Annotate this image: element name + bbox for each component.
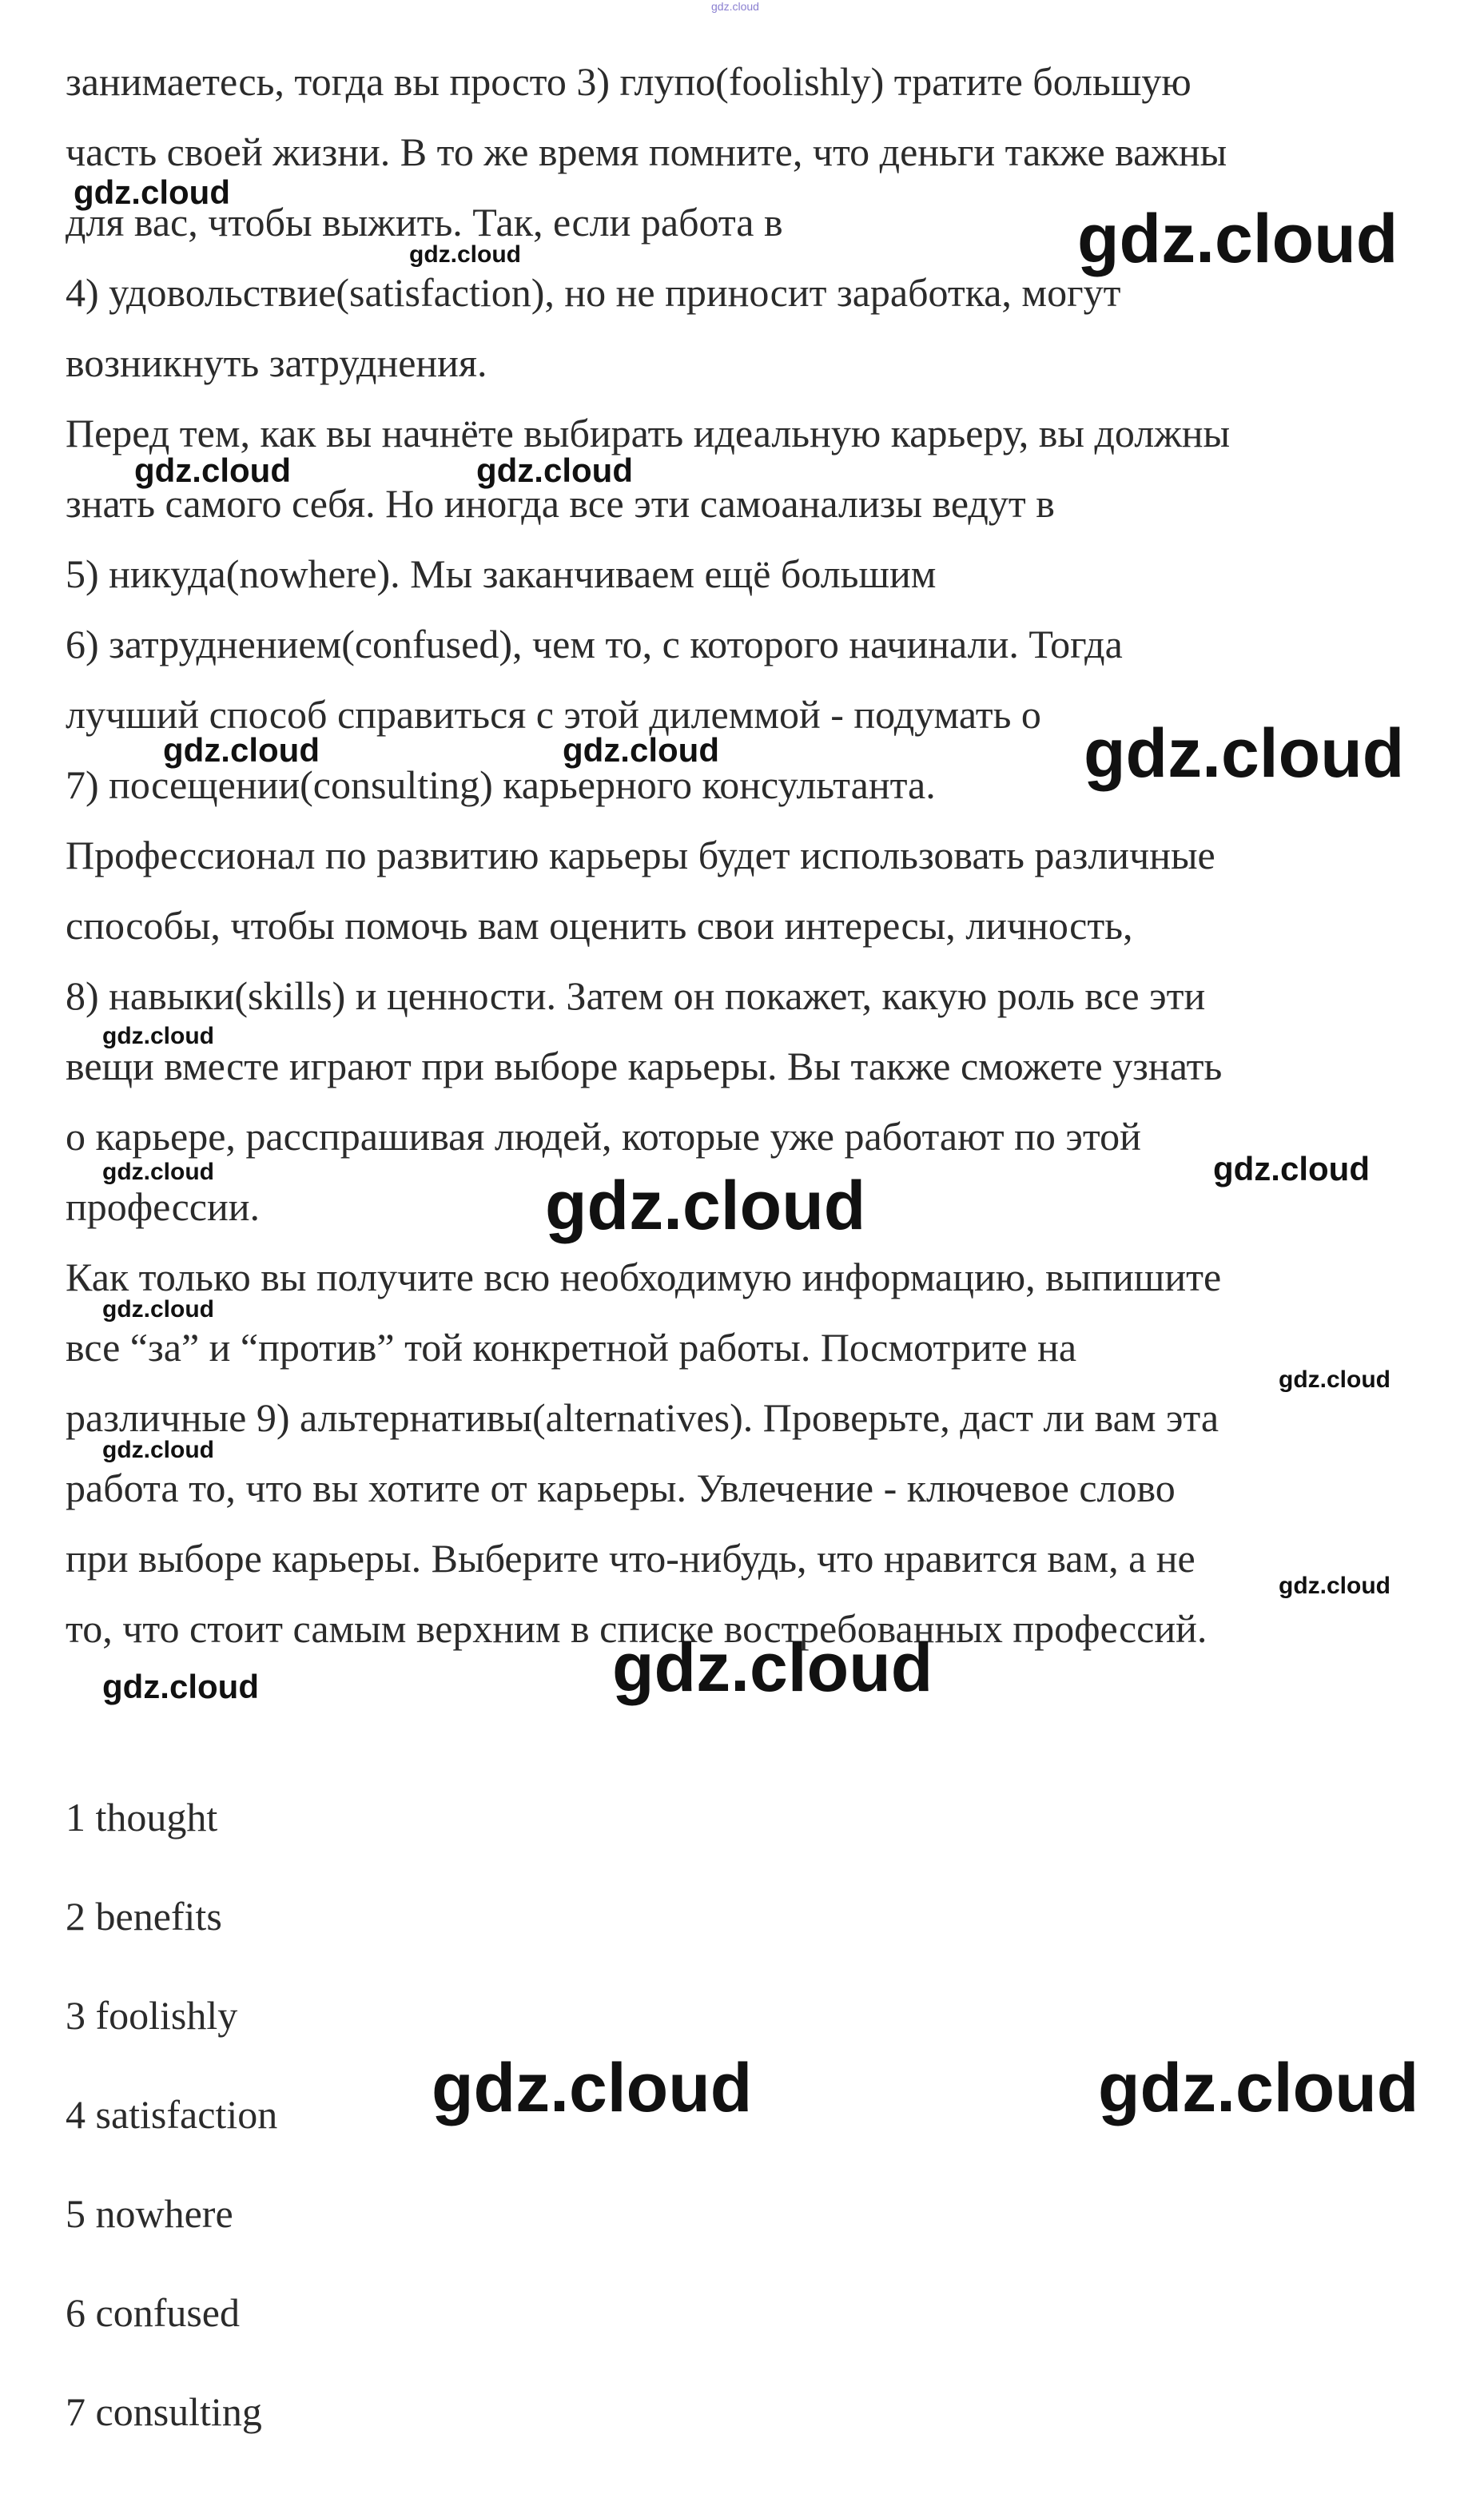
watermark: gdz.cloud [432, 2050, 753, 2126]
paragraph-line: вещи вместе играют при выборе карьеры. Вы также сможете узнать [66, 1044, 1223, 1088]
watermark: gdz.cloud [1084, 715, 1405, 792]
watermark: gdz.cloud [612, 1629, 933, 1706]
paragraph-line: занимаетесь, тогда вы просто 3) глупо(foolishly) тратите большую [66, 59, 1192, 104]
paragraph-line: 5) никуда(nowhere). Мы заканчиваем ещё большим [66, 551, 937, 596]
watermark: gdz.cloud [163, 731, 320, 769]
paragraph-line: работа то, что вы хотите от карьеры. Увлечение - ключевое слово [66, 1466, 1176, 1510]
watermark: gdz.cloud [1213, 1150, 1370, 1187]
watermark: gdz.cloud [134, 451, 291, 489]
watermark: gdz.cloud [545, 1167, 866, 1244]
paragraph-line: знать самого себя. Но иногда все эти самоанализы ведут в [66, 481, 1055, 526]
watermark: gdz.cloud [476, 451, 633, 489]
watermark: gdz.cloud [102, 1437, 214, 1463]
watermark: gdz.cloud [563, 731, 719, 769]
paragraph-line: для вас, чтобы выжить. Так, если работа в [66, 200, 783, 245]
answer-item: 1 thought [66, 1795, 218, 1840]
answer-item: 5 nowhere [66, 2191, 233, 2236]
paragraph-line: 8) навыки(skills) и ценности. Затем он покажет, какую роль все эти [66, 973, 1206, 1018]
paragraph-line: 6) затруднением(confused), чем то, с которого начинали. Тогда [66, 622, 1123, 666]
paragraph-line: часть своей жизни. В то же время помните, что деньги также важны [66, 129, 1227, 174]
paragraph-line: о карьере, расспрашивая людей, которые уже работают по этой [66, 1114, 1141, 1159]
paragraph-line: при выборе карьеры. Выберите что-нибудь, что нравится вам, а не [66, 1536, 1196, 1581]
watermark: gdz.cloud [409, 241, 521, 268]
watermark: gdz.cloud [1279, 1366, 1391, 1393]
paragraph-line: лучший способ справиться с этой дилеммой - подумать о [66, 692, 1041, 737]
watermark: gdz.cloud [102, 1023, 214, 1049]
watermark: gdz.cloud [102, 1159, 214, 1185]
answer-item: 6 confused [66, 2290, 240, 2335]
watermark: gdz.cloud [1098, 2050, 1419, 2126]
paragraph-line: Как только вы получите всю необходимую информацию, выпишите [66, 1255, 1222, 1299]
paragraph-line: то, что стоит самым верхним в списке востребованных профессий. [66, 1606, 1207, 1651]
top-watermark: gdz.cloud [711, 0, 759, 13]
answer-item: 4 satisfaction [66, 2092, 278, 2137]
paragraph-line: возникнуть затруднения. [66, 340, 487, 385]
paragraph-line: Перед тем, как вы начнёте выбирать идеальную карьеру, вы должны [66, 411, 1231, 455]
paragraph-line: профессии. [66, 1184, 260, 1229]
watermark: gdz.cloud [1077, 201, 1398, 277]
paragraph-line: 4) удовольствие(satisfaction), но не приносит заработка, могут [66, 270, 1121, 315]
paragraph-line: различные 9) альтернативы(alternatives). Проверьте, даст ли вам эта [66, 1395, 1219, 1440]
watermark: gdz.cloud [102, 1296, 214, 1323]
answer-item: 3 foolishly [66, 1993, 238, 2038]
answer-item: 2 benefits [66, 1894, 222, 1939]
answer-item: 7 consulting [66, 2389, 262, 2434]
paragraph-line: все “за” и “против” той конкретной работы. Посмотрите на [66, 1325, 1077, 1370]
paragraph-line: Профессионал по развитию карьеры будет использовать различные [66, 833, 1215, 877]
watermark: gdz.cloud [74, 173, 230, 211]
watermark: gdz.cloud [1279, 1573, 1391, 1599]
watermark: gdz.cloud [102, 1668, 259, 1705]
paragraph-line: способы, чтобы помочь вам оценить свои интересы, личность, [66, 903, 1133, 948]
paragraph-line: 7) посещении(consulting) карьерного консультанта. [66, 762, 936, 807]
